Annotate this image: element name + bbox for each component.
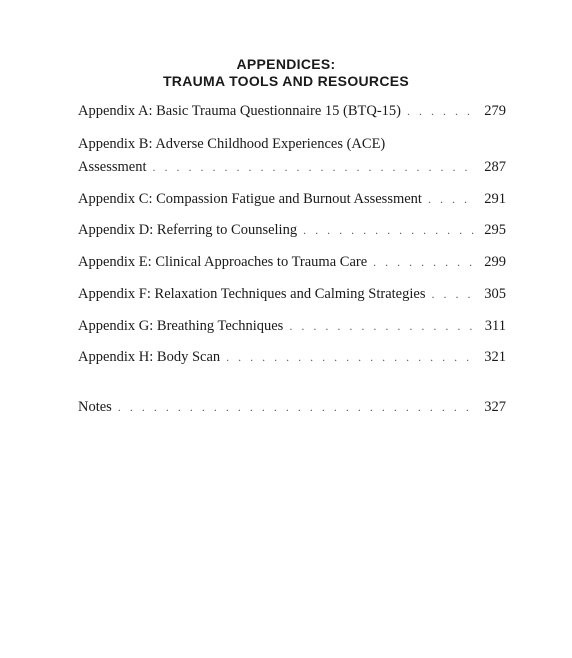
dot-leader bbox=[118, 398, 476, 416]
toc-entry-appendix-c[interactable] bbox=[78, 190, 506, 208]
toc-entry-page: 279 bbox=[484, 103, 506, 119]
dot-leader bbox=[431, 285, 476, 303]
dot-leader bbox=[428, 190, 476, 208]
section-heading-line1: APPENDICES: bbox=[236, 56, 336, 72]
toc-entry-page: 287 bbox=[484, 159, 506, 175]
dot-leader bbox=[226, 348, 476, 366]
toc-entry-title: Appendix A: Basic Trauma Questionnaire 15 (BTQ-15) bbox=[78, 103, 401, 119]
toc-entry-page: 321 bbox=[484, 349, 506, 365]
toc-entry-appendix-a[interactable] bbox=[78, 102, 506, 120]
toc-entry-appendix-b[interactable] bbox=[78, 158, 506, 176]
dot-leader bbox=[407, 102, 476, 120]
toc-entry-appendix-g[interactable] bbox=[78, 317, 506, 335]
toc-entry-page: 327 bbox=[484, 399, 506, 415]
toc-entry-title: Assessment bbox=[78, 159, 147, 175]
toc-entry-title: Appendix H: Body Scan bbox=[78, 349, 221, 365]
toc-entry-title: Appendix G: Breathing Techniques bbox=[78, 318, 284, 334]
toc-entry-page: 299 bbox=[484, 254, 506, 270]
toc-entry-title: Appendix F: Relaxation Techniques and Calming Strategies bbox=[78, 286, 426, 302]
toc-entry-title: Notes bbox=[78, 399, 112, 415]
toc-entry-appendix-e[interactable] bbox=[78, 253, 506, 271]
toc-entry-page: 305 bbox=[484, 286, 506, 302]
dot-leader bbox=[152, 158, 476, 176]
dot-leader bbox=[373, 253, 476, 271]
toc-entry-title: Appendix D: Referring to Counseling bbox=[78, 222, 298, 238]
dot-leader bbox=[303, 221, 476, 239]
toc-entry-appendix-b-line1[interactable]: Appendix B: Adverse Childhood Experiences (ACE) bbox=[78, 136, 386, 152]
section-heading-line2: TRAUMA TOOLS AND RESOURCES bbox=[162, 73, 410, 89]
toc-entry-notes[interactable] bbox=[78, 398, 506, 416]
toc-entry-appendix-h[interactable] bbox=[78, 348, 506, 366]
toc-entry-title: Appendix E: Clinical Approaches to Trauma Care bbox=[78, 254, 368, 270]
toc-entry-appendix-d[interactable] bbox=[78, 221, 506, 239]
toc-entry-page: 291 bbox=[484, 191, 506, 207]
toc-entry-page: 295 bbox=[484, 222, 506, 238]
toc-entry-appendix-f[interactable] bbox=[78, 285, 506, 303]
toc-entry-page: 311 bbox=[484, 318, 506, 334]
dot-leader bbox=[289, 317, 476, 335]
toc-entry-title: Appendix C: Compassion Fatigue and Burnout Assessment bbox=[78, 191, 422, 207]
